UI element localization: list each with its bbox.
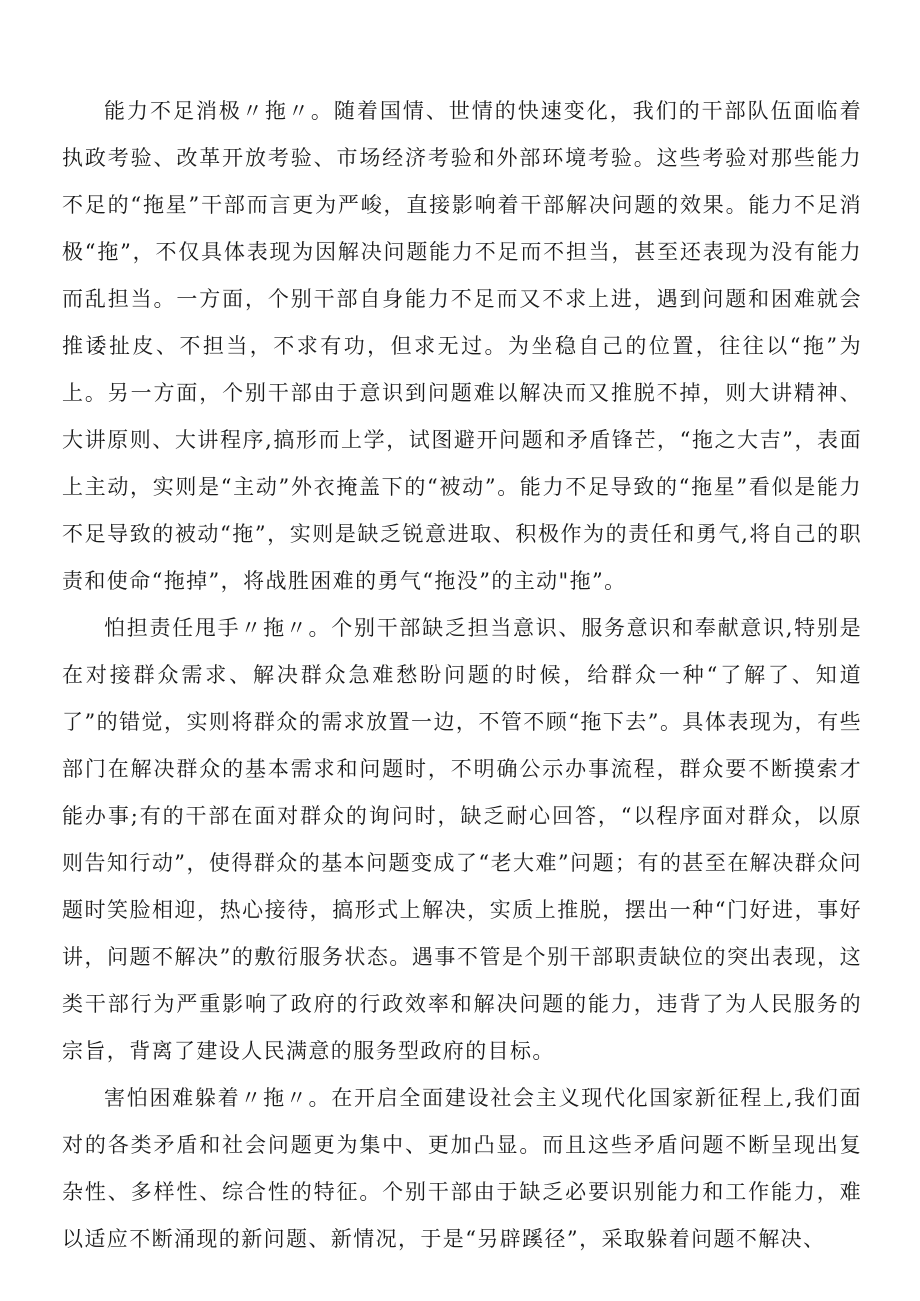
document-page [62, 88, 862, 1263]
paragraph-ability-shortfall: 能力不足消极〃拖〃。随着国情、世情的快速变化，我们的干部队伍面临着执政考验、改革开放考验、市场经济考验和外部环境考验。这些考验对那些能力不足的“拖星”干部而言更为严峻，直接影响着干部解决问题的效果。能力不足消极“拖”，不仅具体表现为因解决问题能力不足而不担当，甚至还表现为没有能力而乱担当。一方面，个别干部自身能力不足而又不求上进，遇到问题和困难就会推诿扯皮、不担当，不求有功，但求无过。为坐稳自己的位置，往往以“拖”为上。另一方面，个别干部由于意识到问题难以解决而又推脱不掉，则大讲精神、大讲原则、大讲程序,搞形而上学，试图避开问题和矛盾锋芒，“拖之大吉”，表面上主动，实则是“主动”外衣掩盖下的“被动”。能力不足导致的“拖星”看似是能力不足导致的被动“拖”，实则是缺乏锐意进取、积极作为的责任和勇气,将自己的职责和使命“拖掉”，将战胜困难的勇气“拖没”的主动"拖”。 [62, 99, 862, 593]
paragraph-fear-of-responsibility: 怕担责任甩手〃拖〃。个别干部缺乏担当意识、服务意识和奉献意识,特别是在对接群众需求、解决群众急难愁盼问题的时候，给群众一种“了解了、知道了”的错觉，实则将群众的需求放置一边，不管不顾“拖下去”。具体表现为，有些部门在解决群众的基本需求和问题时，不明确公示办事流程，群众要不断摸索才能办事;有的干部在面对群众的询问时，缺乏耐心回答，“以程序面对群众，以原则告知行动”，使得群众的基本问题变成了“老大难”问题；有的甚至在解决群众问题时笑脸相迎，热心接待，搞形式上解决，实质上推脱，摆出一种“门好进，事好讲，问题不解决”的敷衍服务状态。遇事不管是个别干部职责缺位的突出表现，这类干部行为严重影响了政府的行政效率和解决问题的能力，违背了为人民服务的宗旨，背离了建设人民满意的服务型政府的目标。 [62, 616, 862, 1063]
paragraph-fear-of-difficulty: 害怕困难躲着〃拖〃。在开启全面建设社会主义现代化国家新征程上,我们面对的各类矛盾和社会问题更为集中、更加凸显。而且这些矛盾问题不断呈现出复杂性、多样性、综合性的特征。个别干部由于缺乏必要识别能力和工作能力，难以适应不断涌现的新问题、新情况，于是“另辟蹊径”，采取躲着问题不解决、 [62, 1086, 862, 1251]
